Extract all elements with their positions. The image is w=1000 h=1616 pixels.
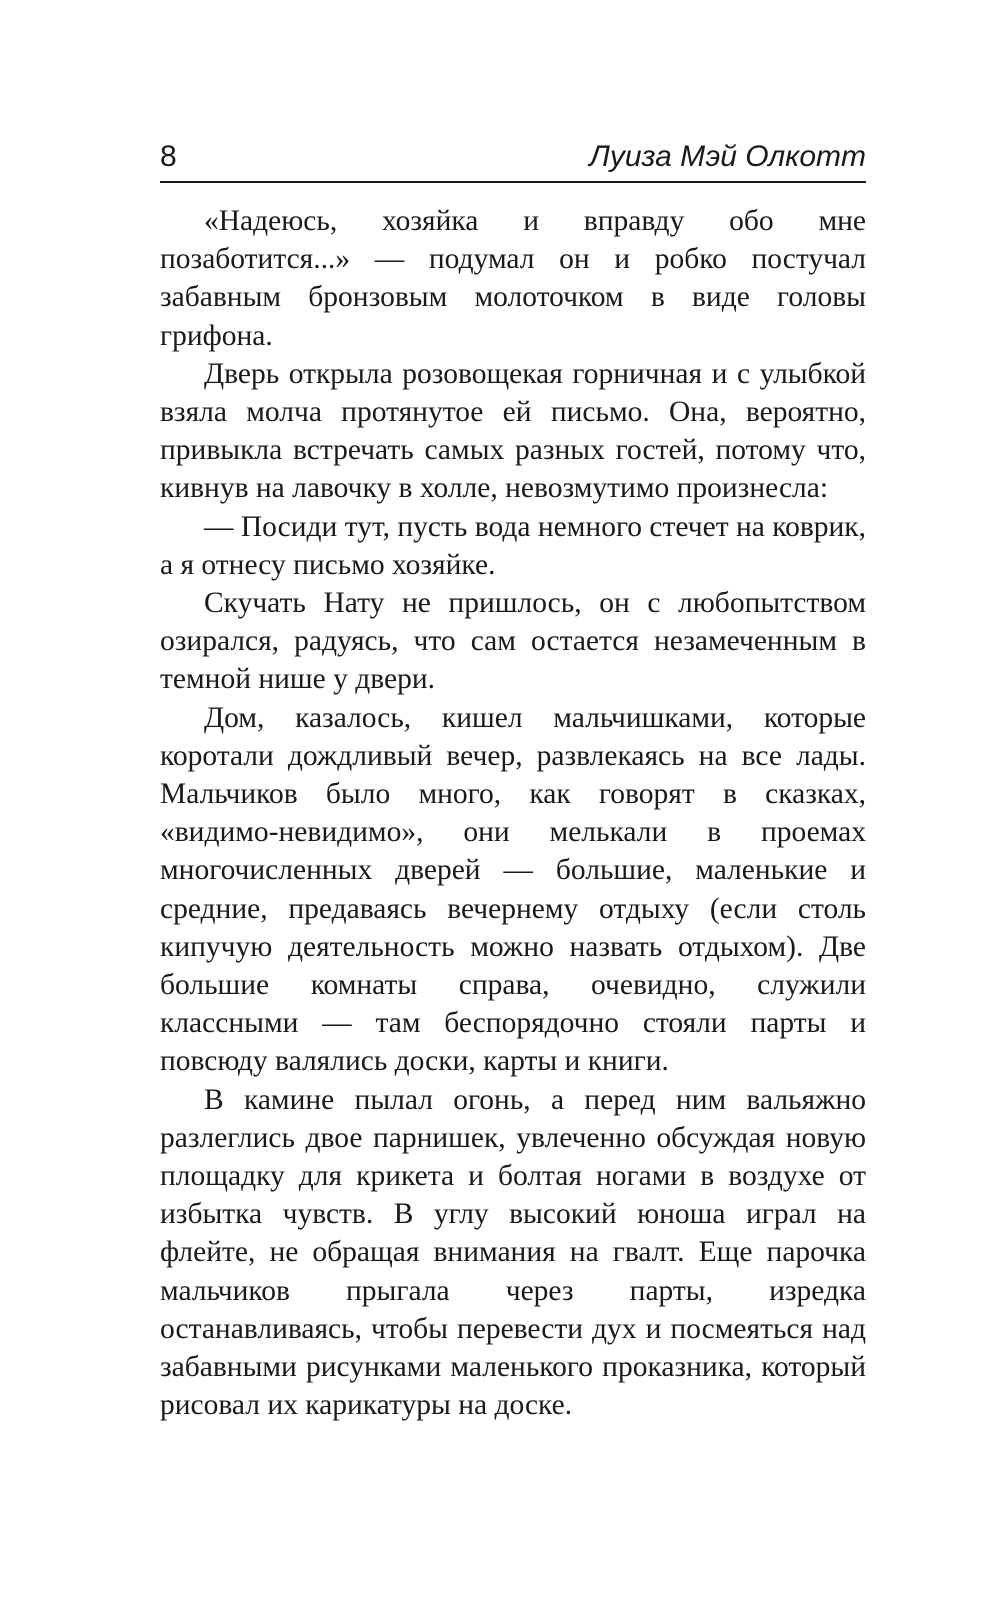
header-rule — [160, 181, 866, 183]
paragraph: В камине пылал огонь, а перед ним вальяжно разлеглись двое парнишек, увлеченно обсуждая новую площадку для крикета и болтая ногами в воздухе от избытка чувств. В углу высокий юноша играл на флейте, не обращая внимания на гвалт. Еще парочка мальчиков прыгала через парты, изредка останавливаясь, чтобы перевести дух и посмеяться над забавными рисунками маленького проказника, который рисовал их карикатуры на доске. — [160, 1083, 866, 1422]
paragraph: — Посиди тут, пусть вода немного стечет на коврик, а я отнесу письмо хозяйке. — [160, 510, 866, 581]
page-header — [160, 140, 866, 180]
paragraph: Скучать Нату не пришлось, он с любопытством озирался, радуясь, что сам остается незамеченным в темной нише у двери. — [160, 587, 866, 696]
page-number: 8 — [160, 140, 177, 173]
paragraph: «Надеюсь, хозяйка и вправду обо мне позаботится...» — подумал он и робко постучал забавным бронзовым молоточком в виде головы грифона. — [160, 205, 866, 352]
paragraph: Дверь открыла розовощекая горничная и с улыбкой взяла молча протянутое ей письмо. Она, вероятно, привыкла встречать самых разных гостей, потому что, кивнув на лавочку в холле, невозмутимо произнесла: — [160, 357, 866, 505]
body-text — [160, 202, 866, 1425]
running-head-author: Луиза Мэй Олкотт — [589, 140, 866, 173]
paragraph: Дом, казалось, кишел мальчишками, которые коротали дождливый вечер, развлекаясь на все лады. Мальчиков было много, как говорят в сказках, «видимо-невидимо», они мелькали в проемах многочисленных дверей — большие, маленькие и средние, предаваясь вечернему отдыху (если столь кипучую деятельность можно назвать отдыхом). Две большие комнаты справа, очевидно, служили классными — там беспорядочно стояли парты и повсюду валялись доски, карты и книги. — [160, 701, 866, 1078]
